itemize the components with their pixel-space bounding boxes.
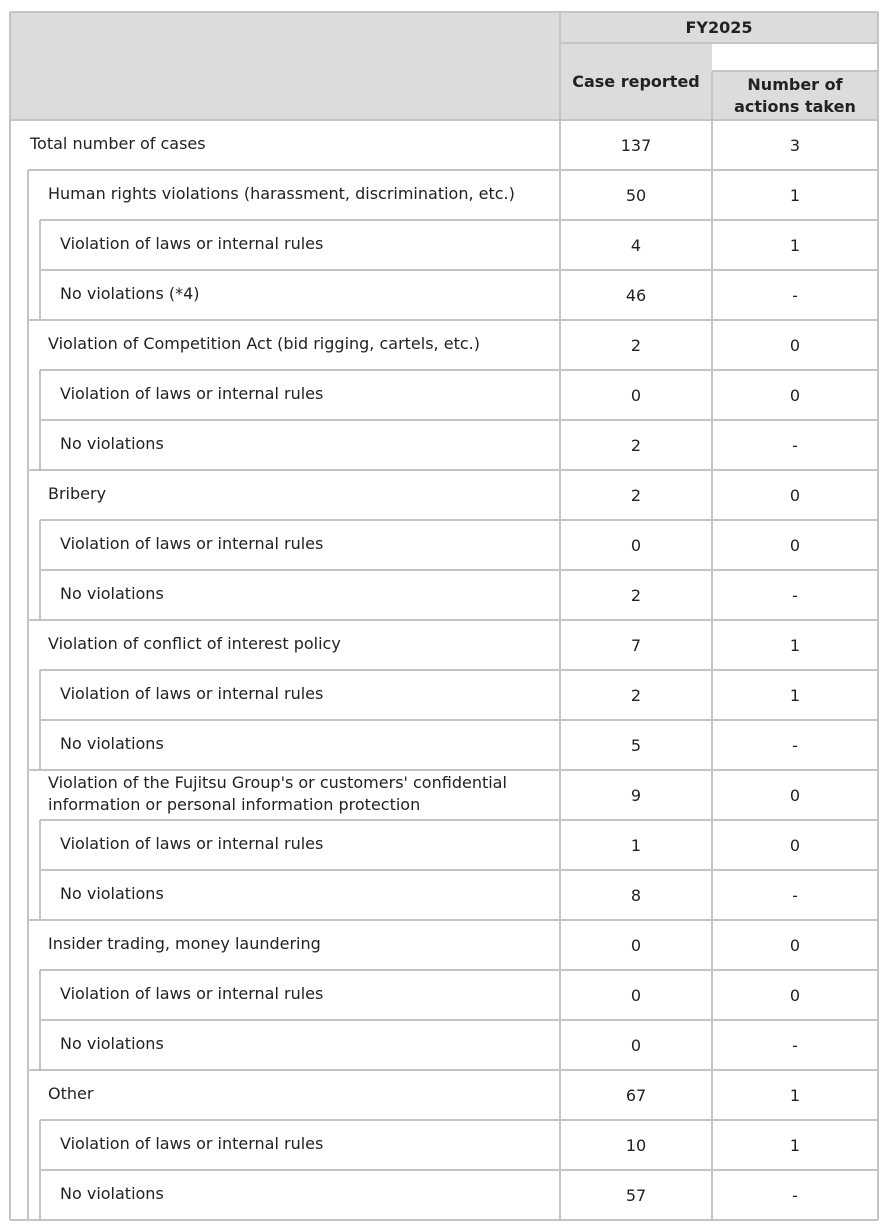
- row-label: Human rights violations (harassment, discrimination, etc.): [48, 184, 515, 203]
- cases-reported-value: 2: [630, 335, 642, 355]
- header-actions-taken: Number of actions taken: [712, 71, 878, 120]
- grid-line: [28, 169, 878, 171]
- grid-line: [39, 670, 41, 770]
- cases-reported-value: 5: [630, 735, 642, 755]
- grid-line: [9, 12, 11, 1220]
- grid-line: [560, 42, 878, 44]
- row-label: Violation of the Fujitsu Group's or customers' confidential information or personal information protection: [48, 773, 507, 814]
- actions-taken-value: -: [792, 435, 798, 455]
- cases-reported-value: 9: [630, 785, 642, 805]
- grid-line: [40, 569, 878, 571]
- cases-reported-value: 1: [630, 835, 642, 855]
- grid-line: [39, 520, 41, 620]
- actions-taken-value: 0: [789, 335, 801, 355]
- grid-line: [39, 820, 41, 920]
- actions-taken-value: 0: [789, 385, 801, 405]
- row-label: Insider trading, money laundering: [48, 934, 321, 953]
- grid-line: [40, 1119, 878, 1121]
- cases-reported-value: 8: [630, 885, 642, 905]
- actions-taken-value: 1: [789, 1085, 801, 1105]
- grid-line: [712, 70, 878, 72]
- grid-line: [40, 969, 878, 971]
- grid-line: [39, 1120, 41, 1220]
- grid-line: [40, 369, 878, 371]
- grid-line: [40, 269, 878, 271]
- row-label: Violation of laws or internal rules: [60, 234, 324, 253]
- cases-reported-value: 67: [625, 1085, 647, 1105]
- row-label: Violation of laws or internal rules: [60, 1134, 324, 1153]
- row-label: Total number of cases: [30, 134, 206, 153]
- cases-reported-value: 46: [625, 285, 647, 305]
- actions-taken-value: 1: [789, 235, 801, 255]
- grid-line: [40, 219, 878, 221]
- actions-taken-value: 1: [789, 185, 801, 205]
- grid-line: [39, 220, 41, 320]
- actions-taken-value: 0: [789, 785, 801, 805]
- grid-line: [27, 170, 29, 1220]
- row-label: No violations (*4): [60, 284, 200, 303]
- actions-taken-value: 1: [789, 1135, 801, 1155]
- actions-taken-value: 0: [789, 935, 801, 955]
- grid-line: [559, 12, 561, 1220]
- cases-reported-value: 0: [630, 985, 642, 1005]
- grid-line: [28, 319, 878, 321]
- cases-reported-value: 2: [630, 685, 642, 705]
- row-label: No violations: [60, 584, 164, 603]
- cases-reported-value: 137: [620, 135, 652, 155]
- actions-taken-value: 0: [789, 535, 801, 555]
- grid-line: [711, 71, 713, 1220]
- actions-taken-value: -: [792, 1035, 798, 1055]
- actions-taken-value: 1: [789, 685, 801, 705]
- row-label: Violation of laws or internal rules: [60, 384, 324, 403]
- grid-line: [40, 669, 878, 671]
- row-label: Violation of laws or internal rules: [60, 834, 324, 853]
- header-period: FY2025: [560, 12, 878, 43]
- actions-taken-value: -: [792, 735, 798, 755]
- grid-line: [28, 769, 878, 771]
- grid-line: [40, 869, 878, 871]
- cases-reported-value: 0: [630, 935, 642, 955]
- actions-taken-value: -: [792, 1185, 798, 1205]
- row-label: Violation of laws or internal rules: [60, 684, 324, 703]
- grid-line: [40, 719, 878, 721]
- row-label: Violation of laws or internal rules: [60, 984, 324, 1003]
- grid-line: [28, 469, 878, 471]
- grid-line: [40, 419, 878, 421]
- grid-line: [28, 619, 878, 621]
- grid-line: [40, 1019, 878, 1021]
- grid-line: [28, 919, 878, 921]
- row-label: Bribery: [48, 484, 107, 503]
- grid-line: [39, 370, 41, 470]
- actions-taken-value: 0: [789, 985, 801, 1005]
- grid-line: [40, 1169, 878, 1171]
- row-label: Other: [48, 1084, 94, 1103]
- row-label: No violations: [60, 1184, 164, 1203]
- header-case-reported: Case reported: [560, 43, 712, 120]
- actions-taken-value: 3: [789, 135, 801, 155]
- grid-line: [10, 11, 878, 13]
- grid-line: [877, 12, 879, 1220]
- cases-reported-value: 10: [625, 1135, 647, 1155]
- grid-line: [40, 819, 878, 821]
- actions-taken-value: -: [792, 285, 798, 305]
- row-label: No violations: [60, 884, 164, 903]
- row-label: Violation of laws or internal rules: [60, 534, 324, 553]
- grid-line: [10, 1219, 878, 1221]
- grid-line: [28, 1069, 878, 1071]
- cases-reported-value: 0: [630, 1035, 642, 1055]
- cases-reported-value: 7: [630, 635, 642, 655]
- cases-reported-value: 0: [630, 535, 642, 555]
- grid-line: [10, 119, 878, 121]
- cases-reported-value: 2: [630, 435, 642, 455]
- compliance-cases-table: [10, 12, 878, 1220]
- cases-reported-value: 50: [625, 185, 647, 205]
- grid-line: [39, 970, 41, 1070]
- cases-reported-value: 2: [630, 585, 642, 605]
- actions-taken-value: -: [792, 585, 798, 605]
- cases-reported-value: 2: [630, 485, 642, 505]
- cases-reported-value: 4: [630, 235, 642, 255]
- cases-reported-value: 57: [625, 1185, 647, 1205]
- row-label: No violations: [60, 1034, 164, 1053]
- header-blank-cell: [10, 12, 560, 120]
- row-label: No violations: [60, 434, 164, 453]
- actions-taken-value: 1: [789, 635, 801, 655]
- row-label: No violations: [60, 734, 164, 753]
- cases-reported-value: 0: [630, 385, 642, 405]
- actions-taken-value: 0: [789, 485, 801, 505]
- row-label: Violation of Competition Act (bid rigging, cartels, etc.): [48, 334, 480, 353]
- grid-line: [40, 519, 878, 521]
- row-label: Violation of conflict of interest policy: [48, 634, 341, 653]
- actions-taken-value: -: [792, 885, 798, 905]
- actions-taken-value: 0: [789, 835, 801, 855]
